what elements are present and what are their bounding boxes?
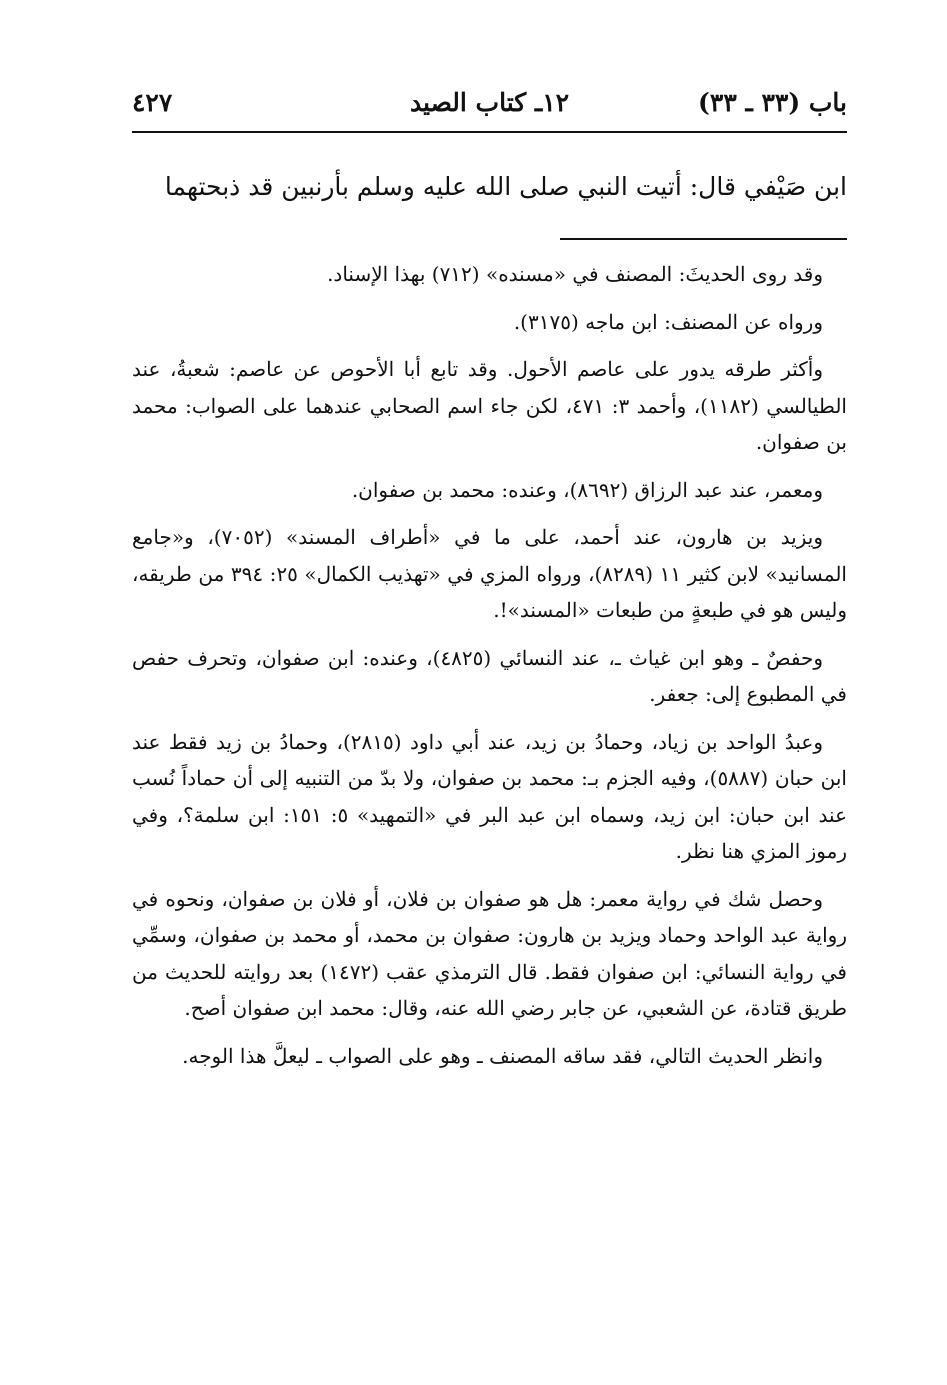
footnote-paragraph: وانظر الحديث التالي، فقد ساقه المصنف ـ وهو على الصواب ـ ليعلَّ هذا الوجه. <box>182 1043 823 1068</box>
book-title: ١٢ـ كتاب الصيد <box>409 88 570 117</box>
footnote-paragraph: ورواه عن المصنف: ابن ماجه (٣١٧٥). <box>513 309 823 334</box>
footnote-paragraph: وأكثر طرقه يدور على عاصم الأحول. وقد تابع أبا الأحوص عن عاصم: شعبةُ، عند الطيالسي (١١٨٢)، وأحمد ٣: ٤٧١، لكن جاء اسم الصحابي عندهما على الصواب: محمد بن صفوان. <box>132 357 847 454</box>
chapter-heading: باب (٣٣ ـ ٣٣) <box>698 88 847 117</box>
page-number: ٤٢٧ <box>132 88 173 117</box>
footnote-paragraph: ومعمر، عند عبد الرزاق (٨٦٩٢)، وعنده: محمد بن صفوان. <box>351 477 823 502</box>
footnote-paragraph: وقد روى الحديثَ: المصنف في «مسنده» (٧١٢) بهذا الإسناد. <box>327 262 823 286</box>
footnotes <box>132 256 847 1085</box>
footnote-paragraph: وحفصٌ ـ وهو ابن غياث ـ، عند النسائي (٤٨٢٥)، وعنده: ابن صفوان، وتحرف حفص في المطبوع إلى: جعفر. <box>132 645 847 706</box>
page-header <box>132 88 847 128</box>
footnote-paragraph: ويزيد بن هارون، عند أحمد، على ما في «أطراف المسند» (٧٠٥٢)، و«جامع المسانيد» لابن كثير ١١ (٨٢٨٩)، ورواه المزي في «تهذيب الكمال» ٢٥: ٣٩٤ من طريقه، وليس هو في طبعةٍ من طبعات «المسند»!. <box>132 525 847 622</box>
main-text: ابن صَيْفي قال: أتيت النبي صلى الله عليه وسلم بأرنبين قد ذبحتهما <box>164 172 847 201</box>
footnote-paragraph: وحصل شك في رواية معمر: هل هو صفوان بن فلان، أو فلان بن صفوان، ونحوه في رواية عبد الواحد وحماد ويزيد بن هارون: صفوان بن محمد، أو محمد بن صفوان، وسمِّي في رواية النسائي: ابن صفوان فقط. قال الترمذي عقب (١٤٧٢) بعد روايته للحديث من طريق قتادة، عن الشعبي، عن جابر رضي الله عنه، وقال: محمد ابن صفوان أصح. <box>132 886 847 1020</box>
footnote-paragraph: وعبدُ الواحد بن زياد، وحمادُ بن زيد، عند أبي داود (٢٨١٥)، وحمادُ بن زيد فقط عند ابن حبان (٥٨٨٧)، وفيه الجزم بـ: محمد بن صفوان، ولا بدّ من التنبيه إلى أن حماداً نُسب عند ابن حبان: ابن زيد، وسماه ابن عبد البر في «التمهيد» ٥: ١٥١: ابن سلمة؟، وفي رموز المزي هنا نظر. <box>132 729 847 863</box>
header-divider <box>132 131 847 133</box>
footnote-divider <box>560 238 847 240</box>
